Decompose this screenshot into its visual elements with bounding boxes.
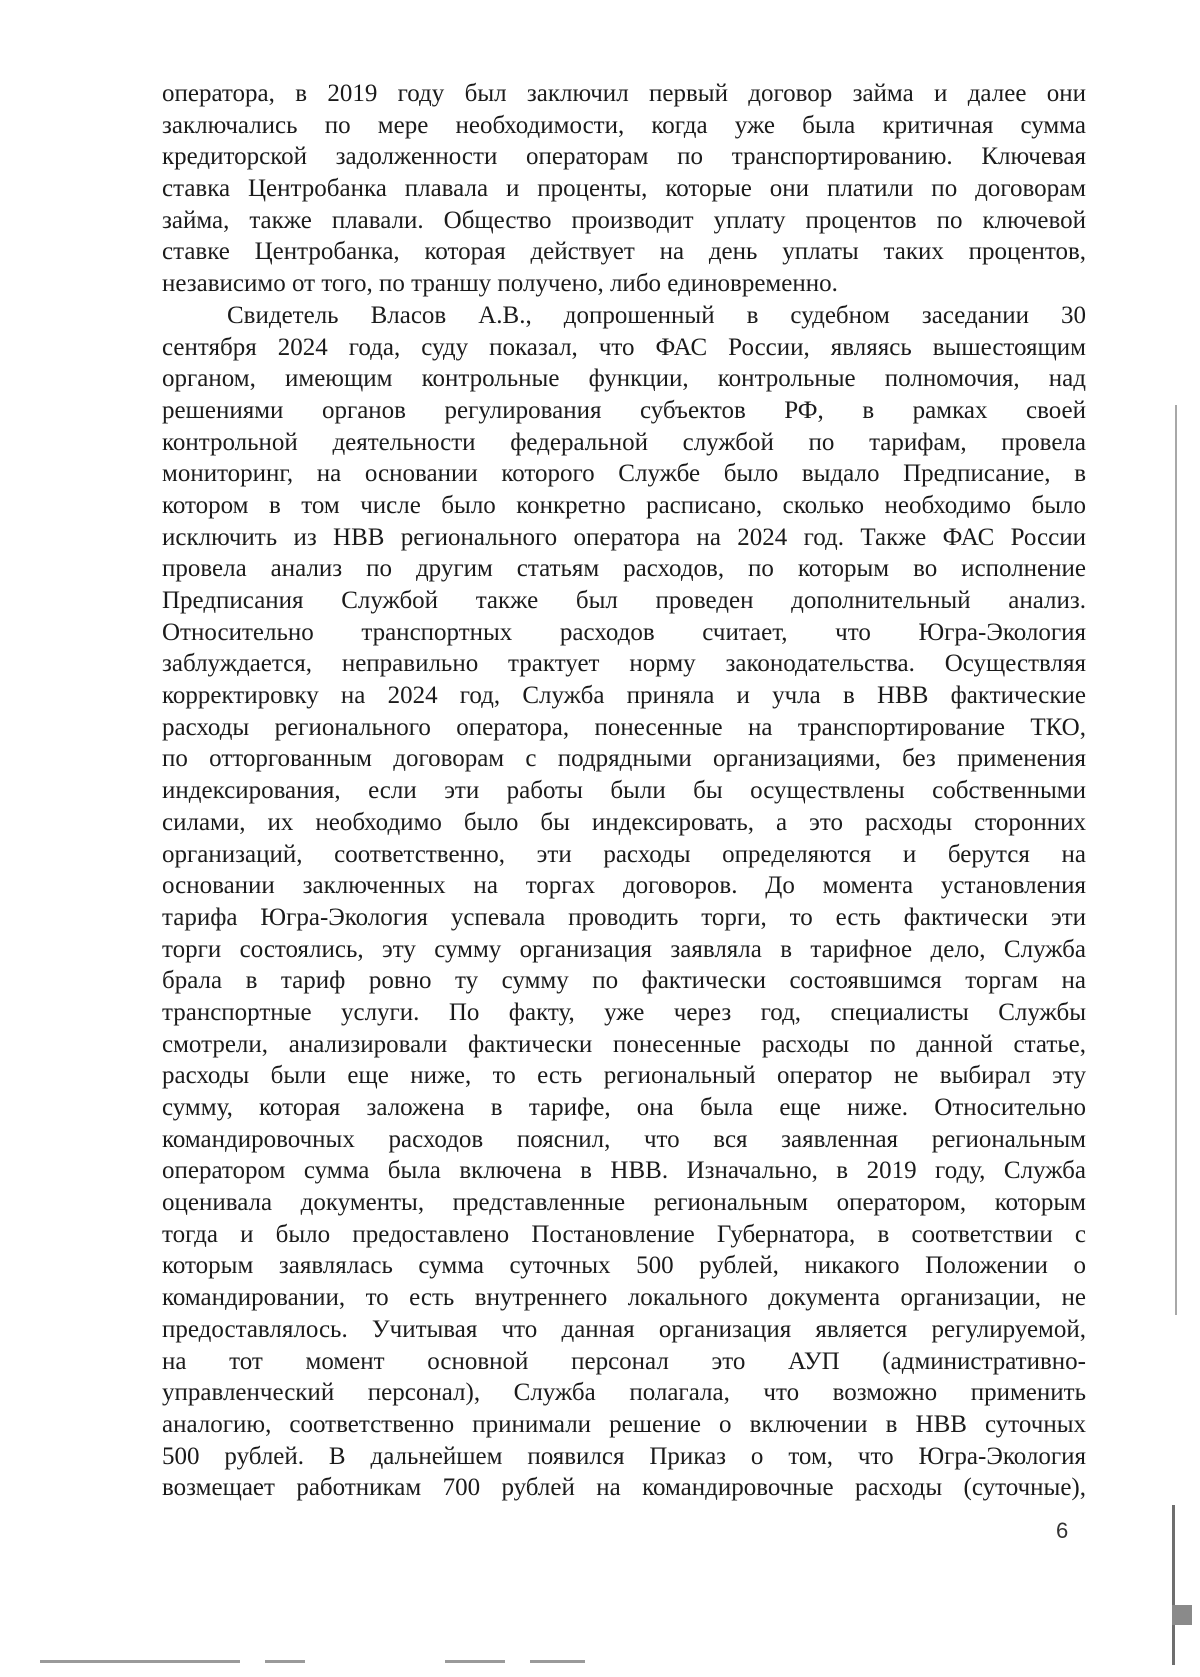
text-line: провела анализ по другим статьям расходов, по которым во исполнение [162,555,1086,583]
text-line: организаций, соответственно, эти расходы определяются и берутся на [162,840,1086,868]
text-line: исключить из НВВ регионального оператора на 2024 год. Также ФАС России [162,523,1086,551]
text-line: Относительно транспортных расходов считает, что Югра-Экология [162,618,1086,646]
text-line: заблуждается, неправильно трактует норму законодательства. Осуществляя [162,650,1086,678]
text-line: Свидетель Власов А.В., допрошенный в судебном заседании 30 [227,301,1086,329]
text-line: основании заключенных на торгах договоров. До момента установления [162,872,1086,900]
text-line: на тот момент основной персонал это АУП (административно- [162,1347,1086,1375]
text-line: кредиторской задолженности операторам по транспортированию. Ключевая [162,143,1086,171]
text-line: расходы регионального оператора, понесенные на транспортирование ТКО, [162,713,1086,741]
text-line: аналогию, соответственно принимали решение о включении в НВВ суточных [162,1410,1086,1438]
text-line: оценивала документы, представленные региональным оператором, которым [162,1189,1086,1217]
text-line: возмещает работникам 700 рублей на командировочные расходы (суточные), [162,1474,1086,1502]
scan-edge-mark [445,1660,505,1663]
text-line: Предписания Службой также был проведен дополнительный анализ. [162,587,1086,614]
text-line: которым заявлялась сумма суточных 500 рублей, никакого Положении о [162,1252,1086,1280]
text-line: решениями органов регулирования субъектов РФ, в рамках своей [162,396,1086,424]
text-line: смотрели, анализировали фактически понесенные расходы по данной статье, [162,1030,1086,1058]
text-line: ставка Центробанка плавала и проценты, которые они платили по договорам [162,175,1086,203]
text-line: органом, имеющим контрольные функции, контрольные полномочия, над [162,365,1086,393]
text-line: оператора, в 2019 году был заключил первый договор займа и далее они [162,80,1086,107]
text-line: независимо от того, по траншу получено, либо единовременно. [162,270,838,298]
text-line: тарифа Югра-Экология успевала проводить торги, то есть фактически эти [162,903,1086,931]
text-line: брала в тариф ровно ту сумму по фактически состоявшимся торгам на [162,967,1086,995]
text-line: транспортные услуги. По факту, уже через год, специалисты Службы [162,998,1086,1026]
text-line: оператором сумма была включена в НВВ. Изначально, в 2019 году, Служба [162,1157,1086,1185]
text-line: котором в том числе было конкретно расписано, сколько необходимо было [162,491,1086,519]
page-number: 6 [1056,1518,1069,1543]
scan-edge-mark [1172,1605,1192,1625]
scan-edge-mark [265,1660,305,1663]
body-text [162,78,1086,1504]
text-line: расходы были еще ниже, то есть региональный оператор не выбирал эту [162,1062,1086,1090]
text-line: командировании, то есть внутреннего локального документа организации, не [162,1284,1086,1312]
text-line: индексирования, если эти работы были бы осуществлены собственными [162,777,1086,805]
text-line: силами, их необходимо было бы индексировать, а это расходы сторонних [162,808,1086,836]
scan-edge-mark [1172,1505,1175,1665]
text-line: мониторинг, на основании которого Службе было выдало Предписание, в [162,460,1086,488]
scan-edge-mark [1175,405,1177,1315]
text-line: 500 рублей. В дальнейшем появился Приказ о том, что Югра-Экология [162,1442,1086,1470]
text-line: займа, также плавали. Общество производит уплату процентов по ключевой [162,206,1086,234]
text-line: сумму, которая заложена в тарифе, она была еще ниже. Относительно [162,1094,1086,1121]
scan-edge-mark [40,1660,240,1663]
text-line: контрольной деятельности федеральной службой по тарифам, провела [162,428,1086,456]
text-line: сентября 2024 года, суду показал, что ФАС России, являясь вышестоящим [162,333,1086,361]
text-line: предоставлялось. Учитывая что данная организация является регулируемой, [162,1315,1086,1343]
text-line: командировочных расходов пояснил, что вся заявленная региональным [162,1125,1086,1153]
text-line: заключались по мере необходимости, когда уже была критичная сумма [162,111,1086,139]
text-line: торги состоялись, эту сумму организация заявляла в тарифное дело, Служба [162,935,1086,963]
text-line: по отторгованным договорам с подрядными организациями, без применения [162,745,1086,773]
scan-edge-mark [530,1660,585,1663]
text-line: корректировку на 2024 год, Служба приняла и учла в НВВ фактические [162,682,1086,710]
text-line: управленческий персонал), Служба полагала, что возможно применить [162,1379,1086,1407]
text-line: ставке Центробанка, которая действует на день уплаты таких процентов, [162,238,1086,266]
text-line: тогда и было предоставлено Постановление Губернатора, в соответствии с [162,1220,1086,1248]
